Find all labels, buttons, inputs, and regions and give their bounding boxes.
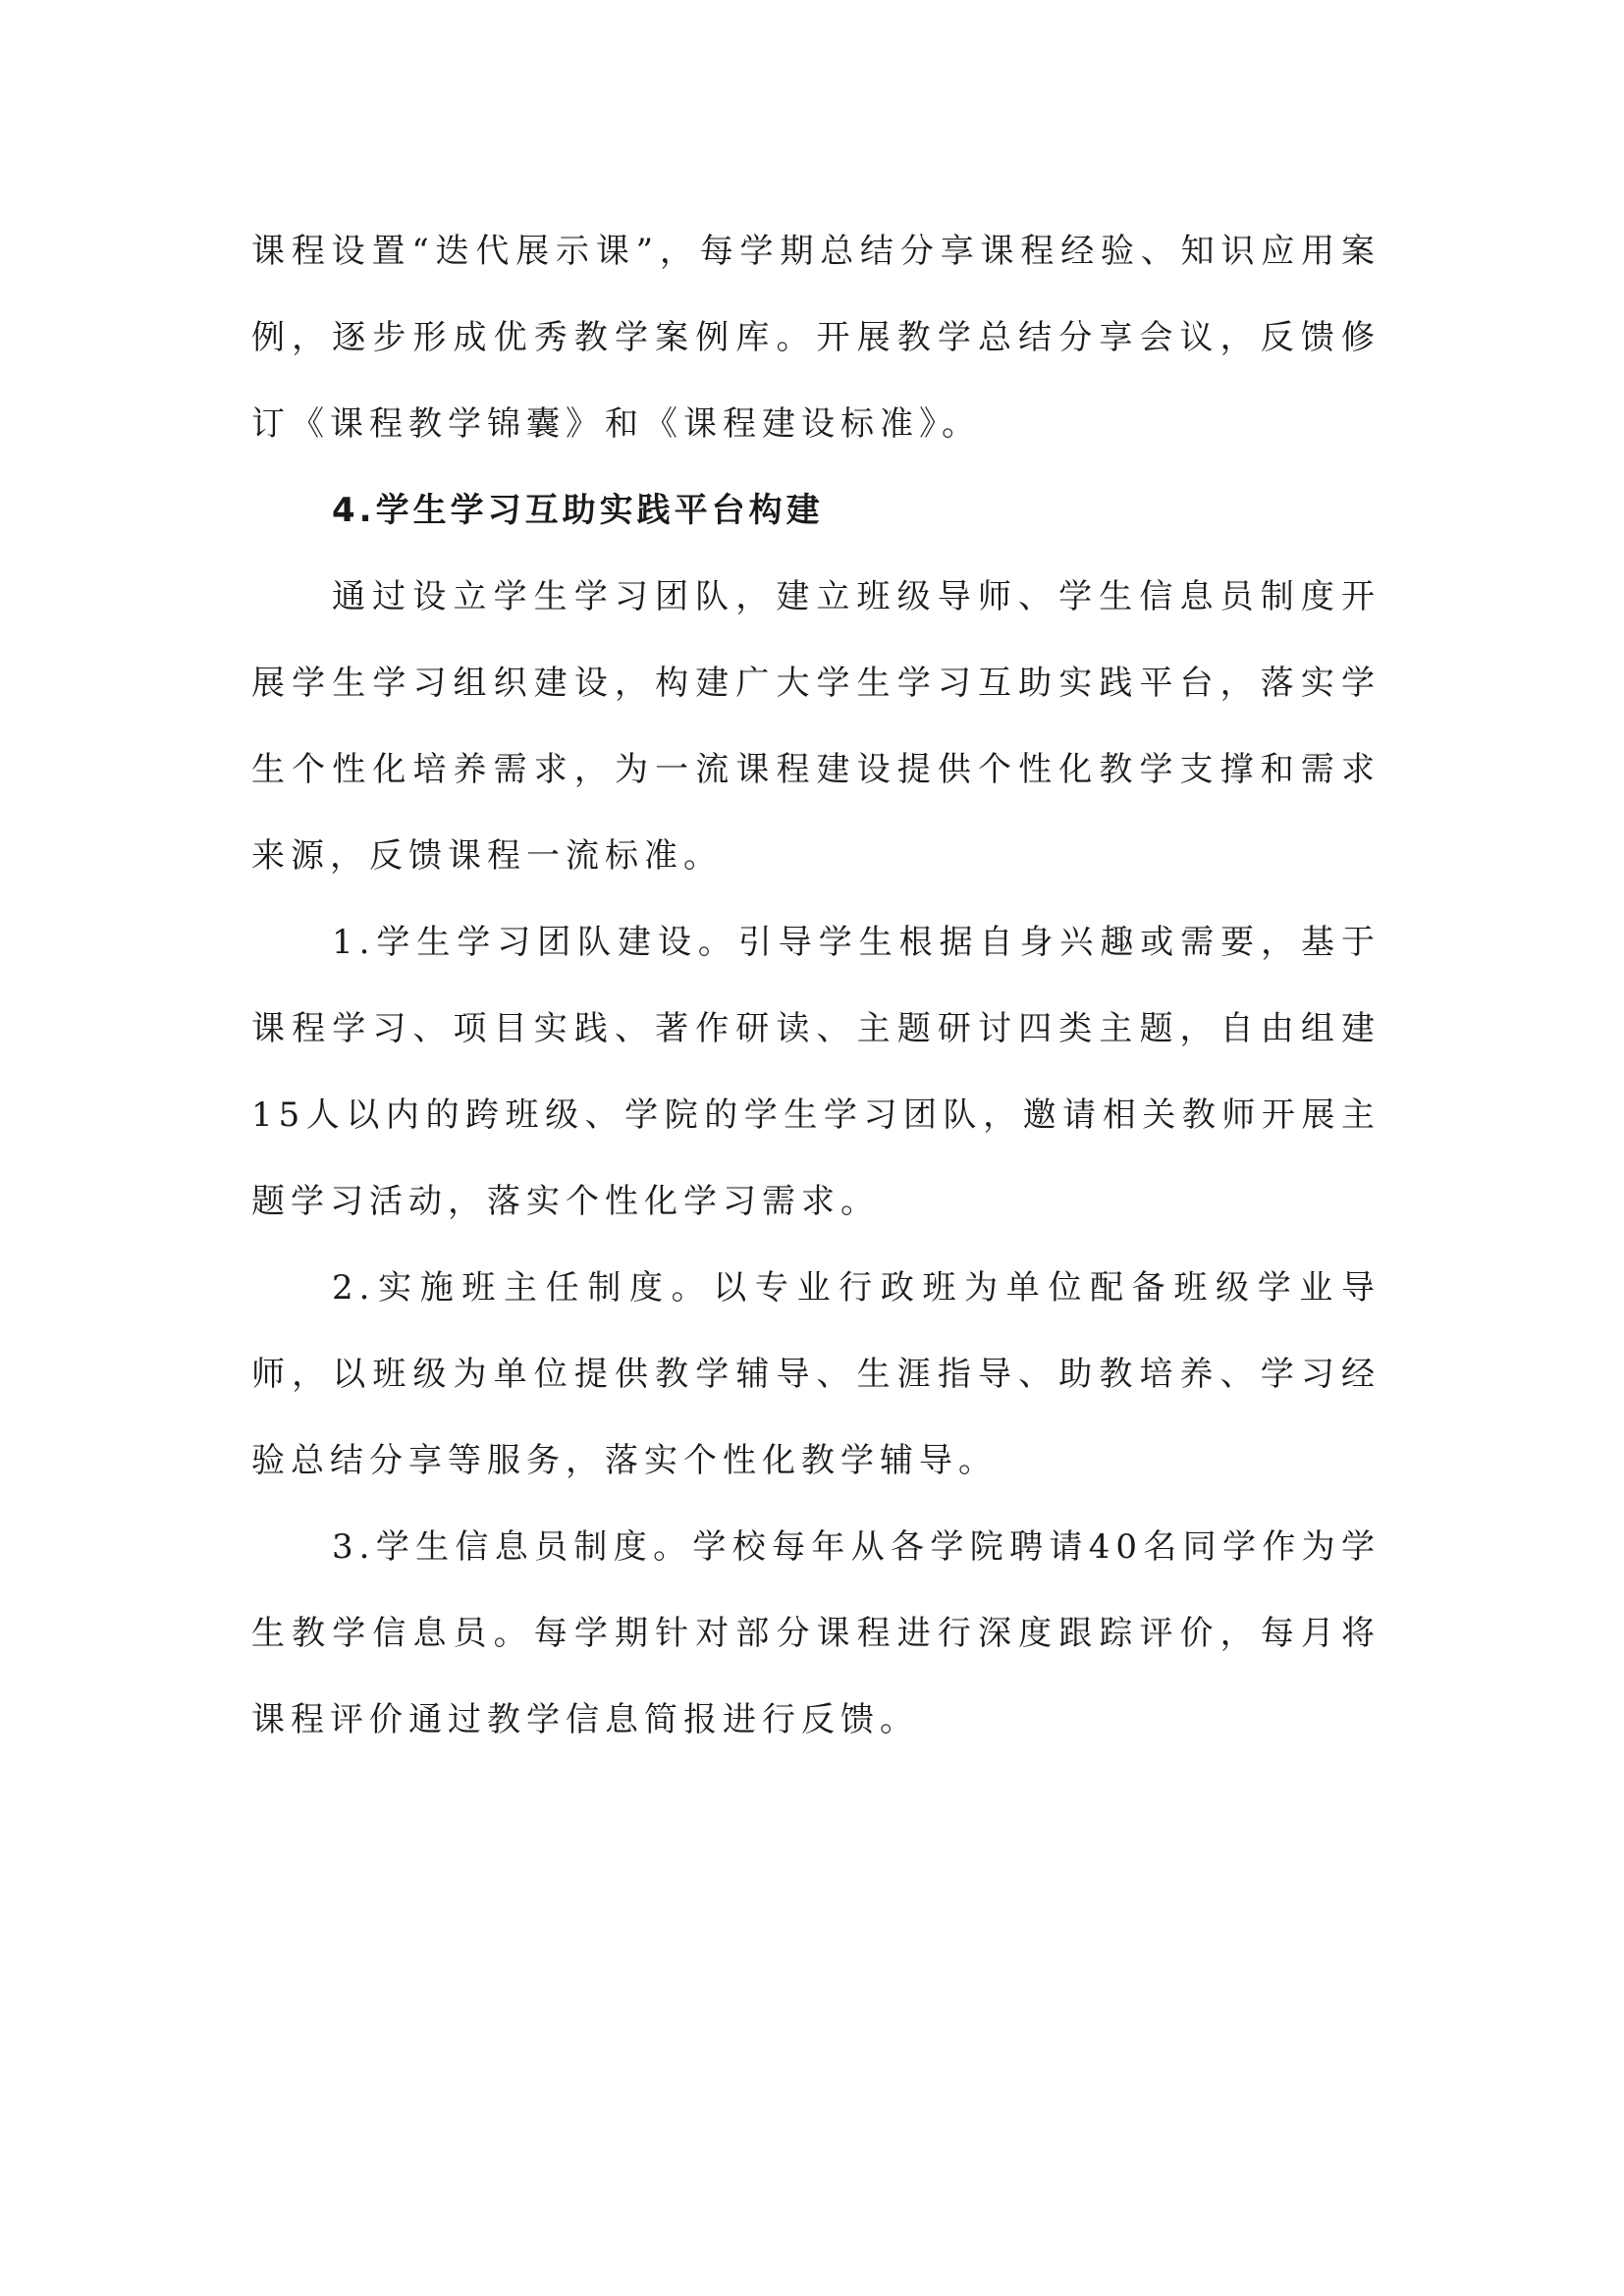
paragraph-platform-intro: 通过设立学生学习团队，建立班级导师、学生信息员制度开展学生学习组织建设，构建广大学生学习互助实践平台，落实学生个性化培养需求，为一流课程建设提供个性化教学支撑和需求来源，反馈课程一流标准。 xyxy=(251,577,1380,876)
paragraph-study-team: 1.学生学习团队建设。引导学生根据自身兴趣或需要，基于课程学习、项目实践、著作研读、主题研讨四类主题，自由组建15人以内的跨班级、学院的学生学习团队，邀请相关教师开展主题学习活动，落实个性化学习需求。 xyxy=(251,923,1380,1221)
paragraph-course-showcase: 课程设置“迭代展示课”，每学期总结分享课程经验、知识应用案例，逐步形成优秀教学案例库。开展教学总结分享会议，反馈修订《课程教学锦囊》和《课程建设标准》。 xyxy=(251,232,1380,444)
paragraph-class-advisor: 2.实施班主任制度。以专业行政班为单位配备班级学业导师，以班级为单位提供教学辅导、生涯指导、助教培养、学习经验总结分享等服务，落实个性化教学辅导。 xyxy=(251,1268,1380,1480)
document-body xyxy=(251,208,1380,1763)
paragraph-student-informant: 3.学生信息员制度。学校每年从各学院聘请40名同学作为学生教学信息员。每学期针对部分课程进行深度跟踪评价，每月将课程评价通过教学信息简报进行反馈。 xyxy=(251,1527,1380,1739)
section-heading-4: 4.学生学习互助实践平台构建 xyxy=(332,491,824,530)
